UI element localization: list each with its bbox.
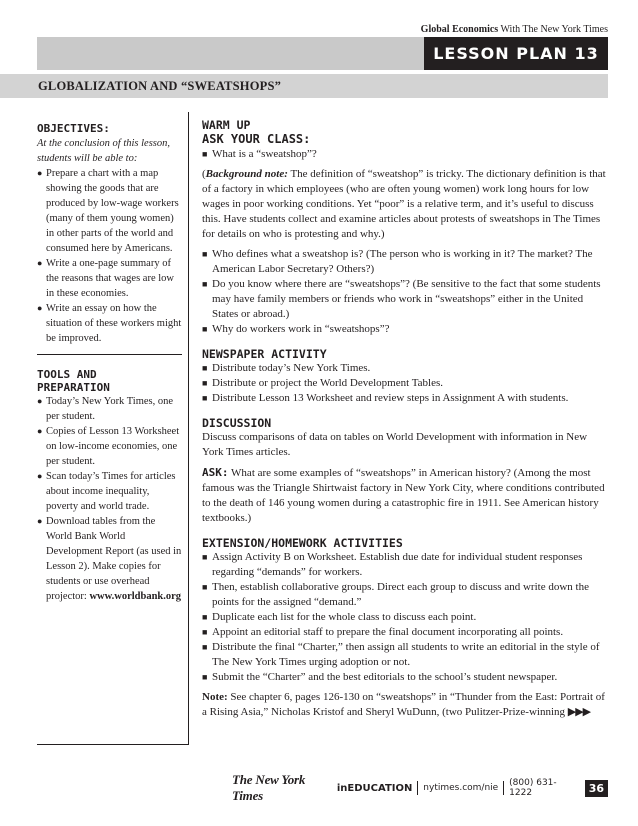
extension-item: ■ Appoint an editorial staff to prepare the final document incorporating all points.: [202, 625, 608, 640]
ask-label: ASK:: [202, 466, 229, 479]
footer-url[interactable]: nytimes.com/nie: [423, 783, 499, 793]
objective-item: ● Prepare a chart with a map showing the goods that are produced by low-wage workers (many of them young women) in other parts of the world and consumed here by Americans.: [37, 166, 182, 256]
extension-item: ■ Duplicate each list for the whole class to discuss each point.: [202, 610, 608, 625]
extension-item: ■ Assign Activity B on Worksheet. Establish due date for individual student responses regarding “demands” for workers.: [202, 550, 608, 580]
discussion-text: Discuss comparisons of data on tables on World Development with information in New York Times articles.: [202, 431, 588, 458]
footer-divider: [417, 781, 418, 795]
nyt-logo: The New York Times: [232, 772, 306, 803]
continue-arrows-icon: ▶▶▶: [567, 706, 591, 718]
objectives-intro: At the conclusion of this lesson, students will be able to:: [37, 138, 170, 164]
publication-rest: With The New York Times: [498, 24, 608, 35]
newspaper-heading: NEWSPAPER ACTIVITY: [202, 347, 327, 361]
newspaper-item: ■ Distribute today’s New York Times.: [202, 361, 608, 376]
extension-item: ■ Submit the “Charter” and the best editorials to the school’s student newspaper.: [202, 670, 608, 685]
in-education-label: inEDUCATION: [336, 782, 413, 794]
worldbank-link[interactable]: www.worldbank.org: [89, 591, 182, 602]
tools-list: [37, 394, 182, 604]
question-item: ■ What is a “sweatshop”?: [202, 147, 608, 162]
note-text: See chapter 6, pages 126-130 on “sweatshops” in “Thunder from the East: Portrait of a Rising Asia,” Nicholas Kristof and Sheryl WuDunn, (two Pulitzer-Prize-winning: [202, 691, 605, 718]
objectives-list: [37, 166, 182, 346]
publication-label: [421, 24, 608, 35]
background-note: (Background note: The definition of “sweatshop” is tricky. The dictionary definition is that of a factory in which employees (who are often young women) work long hours for low wages in poor working conditions. Yet “poor” is a relative term, and it’s useful to discuss this. Have students collect and examine articles about protests of sweatshops in The Times for details on who is protesting and why.): [202, 168, 606, 240]
publication-bold: Global Economics: [420, 24, 499, 35]
main-content: [202, 118, 608, 720]
warmup-questions: [202, 247, 608, 337]
lesson-title-text: GLOBALIZATION AND “SWEATSHOPS”: [38, 78, 282, 93]
question-item: ■ Why do workers work in “sweatshops”?: [202, 322, 608, 337]
extension-item: ■ Then, establish collaborative groups. Direct each group to discuss and write down the points for the assigned “demand.”: [202, 580, 608, 610]
note-paragraph: [202, 690, 608, 720]
objective-item: ● Write a one-page summary of the reasons that wages are low in these economies.: [37, 256, 182, 301]
warmup-heading: WARM UP: [202, 118, 251, 132]
page-number: 36: [585, 780, 608, 797]
discussion-heading: DISCUSSION: [202, 416, 272, 430]
footer-divider: [503, 781, 504, 795]
footer-phone: (800) 631-1222: [509, 778, 557, 798]
sidebar-divider: [37, 354, 182, 355]
tool-item: ● Scan today’s Times for articles about income inequality, poverty and world trade.: [37, 469, 182, 514]
extension-item: ■ Distribute the final “Charter,” then assign all students to write an editorial in the style of The New York Times urging adoption or not.: [202, 640, 608, 670]
newspaper-item: ■ Distribute or project the World Development Tables.: [202, 376, 608, 391]
tools-heading: [37, 368, 182, 394]
tool-item: [37, 514, 182, 604]
tool-item-text: Download tables from the World Bank World Development Report (as used in Lesson 2). Make copies for students or use overhead projector:: [46, 516, 182, 602]
tools-heading-line1: TOOLS AND: [37, 368, 97, 381]
background-text: The definition of “sweatshop” is tricky. The dictionary definition is that of a factory in which employees (who are often young women) work long hours for low wages in poor working conditions. Yet “poor” is a relative term, and it’s useful to discuss this. Have students collect and examine articles about protests of sweatshops in The Times for details on who is protesting and why.): [202, 168, 606, 240]
ask-class-heading: ASK YOUR CLASS:: [202, 132, 311, 146]
tool-item: ● Copies of Lesson 13 Worksheet on low-income economies, one per student.: [37, 424, 182, 469]
objectives-heading: OBJECTIVES:: [37, 122, 110, 135]
tool-item: ● Today’s New York Times, one per student.: [37, 394, 182, 424]
sidebar: [37, 112, 189, 745]
objective-item: ● Write an essay on how the situation of these workers might be improved.: [37, 301, 182, 346]
note-label: Note:: [202, 691, 228, 703]
footer: [232, 772, 608, 803]
extension-heading: EXTENSION/HOMEWORK ACTIVITIES: [202, 536, 403, 550]
newspaper-list: [202, 361, 608, 406]
ask-paragraph: [202, 465, 608, 526]
lesson-title: [0, 74, 608, 98]
lesson-label: LESSON PLAN 13: [424, 37, 608, 70]
question-item: ■ Who defines what a sweatshop is? (The person who is working in it? The market? The American Labor Secretary? Others?): [202, 247, 608, 277]
background-label: Background note:: [205, 168, 288, 180]
tools-heading-line2: PREPARATION: [37, 381, 110, 394]
newspaper-item: ■ Distribute Lesson 13 Worksheet and review steps in Assignment A with students.: [202, 391, 608, 406]
extension-list: [202, 550, 608, 685]
warmup-first-question: [202, 147, 608, 162]
question-item: ■ Do you know where there are “sweatshops”? (Be sensitive to the fact that some students may have family members or friends who work in “sweatshops” either in the United States or abroad.): [202, 277, 608, 322]
ask-text: What are some examples of “sweatshops” in American history? (Among the most famous was the Triangle Shirtwaist factory in New York City, where conditions contributed to the death of 146 young women during a catastrophic fire in 1911. See American history textbooks.): [202, 467, 605, 524]
